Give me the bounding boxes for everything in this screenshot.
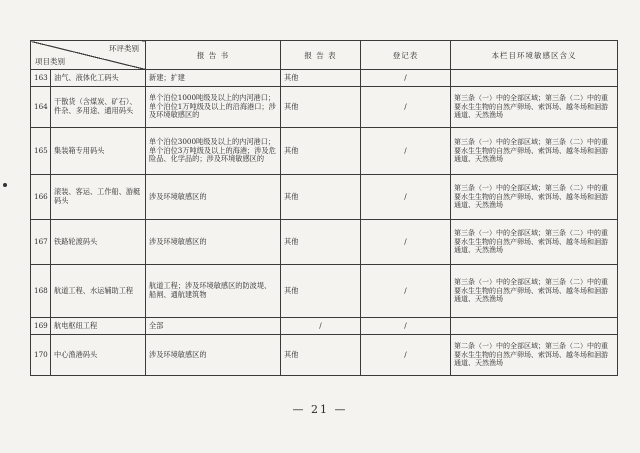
margin-dot: [3, 183, 7, 187]
row-number: 167: [31, 220, 51, 265]
table-header-row: [31, 41, 618, 70]
report-form-criteria: 其他: [281, 335, 361, 376]
header-report-book: 报 告 书: [146, 41, 281, 70]
header-sensitive-area: 本栏目环境敏感区含义: [451, 41, 618, 70]
report-book-criteria: 涉及环境敏感区的: [146, 175, 281, 220]
report-form-criteria: 其他: [281, 128, 361, 175]
row-number: 168: [31, 265, 51, 318]
project-name: 航电枢纽工程: [51, 318, 146, 335]
registration-criteria: /: [361, 128, 451, 175]
table-row: [31, 128, 618, 175]
row-number: 166: [31, 175, 51, 220]
table-row: [31, 220, 618, 265]
project-name: 中心渔港码头: [51, 335, 146, 376]
registration-criteria: /: [361, 265, 451, 318]
sensitive-area-meaning: 第三条（一）中的全部区域；第三条（二）中的重要水生生物的自然产卵场、索饵场、越冬场和洄游通道、天然渔场: [451, 128, 618, 175]
header-project-category: 项目类别: [35, 57, 65, 66]
project-name: 滚装、客运、工作船、游艇码头: [51, 175, 146, 220]
project-name: 油气、液体化工码头: [51, 70, 146, 87]
report-book-criteria: 单个泊位1000吨级及以上的内河港口；单个泊位1万吨级及以上的沿海港口；涉及环境敏感区的: [146, 87, 281, 128]
page-number: — 21 —: [292, 403, 348, 416]
registration-criteria: /: [361, 220, 451, 265]
table-row: [31, 318, 618, 335]
sensitive-area-meaning: 第三条（一）中的全部区域；第三条（二）中的重要水生生物的自然产卵场、索饵场、越冬场和洄游通道、天然渔场: [451, 265, 618, 318]
row-number: 164: [31, 87, 51, 128]
header-report-form: 报 告 表: [281, 41, 361, 70]
report-book-criteria: 全部: [146, 318, 281, 335]
report-book-criteria: 航道工程；涉及环境敏感区的防波堤、船闸、通航建筑物: [146, 265, 281, 318]
row-number: 169: [31, 318, 51, 335]
project-name: 干散货（含煤炭、矿石）、件杂、多用途、通用码头: [51, 87, 146, 128]
table-row: [31, 70, 618, 87]
report-form-criteria: 其他: [281, 70, 361, 87]
registration-criteria: /: [361, 335, 451, 376]
row-number: 163: [31, 70, 51, 87]
project-name: 航道工程、水运辅助工程: [51, 265, 146, 318]
report-form-criteria: /: [281, 318, 361, 335]
sensitive-area-meaning: [451, 318, 618, 335]
header-registration: 登记表: [361, 41, 451, 70]
report-book-criteria: 新建；扩建: [146, 70, 281, 87]
row-number: 165: [31, 128, 51, 175]
diagonal-header-cell: [31, 41, 146, 70]
project-name: 集装箱专用码头: [51, 128, 146, 175]
registration-criteria: /: [361, 175, 451, 220]
report-book-criteria: 涉及环境敏感区的: [146, 335, 281, 376]
sensitive-area-meaning: 第三条（一）中的全部区域；第三条（二）中的重要水生生物的自然产卵场、索饵场、越冬场和洄游通道、天然渔场: [451, 87, 618, 128]
sensitive-area-meaning: 第三条（一）中的全部区域；第三条（二）中的重要水生生物的自然产卵场、索饵场、越冬场和洄游通道、天然渔场: [451, 175, 618, 220]
report-form-criteria: 其他: [281, 265, 361, 318]
registration-criteria: /: [361, 87, 451, 128]
registration-criteria: /: [361, 318, 451, 335]
sensitive-area-meaning: 第三条（一）中的全部区域；第三条（二）中的重要水生生物的自然产卵场、索饵场、越冬场和洄游通道、天然渔场: [451, 220, 618, 265]
sensitive-area-meaning: [451, 70, 618, 87]
report-form-criteria: 其他: [281, 220, 361, 265]
registration-criteria: /: [361, 70, 451, 87]
row-number: 170: [31, 335, 51, 376]
header-eia-category: 环评类别: [109, 44, 139, 53]
table-row: [31, 175, 618, 220]
table-row: [31, 87, 618, 128]
table-row: [31, 335, 618, 376]
report-book-criteria: 涉及环境敏感区的: [146, 220, 281, 265]
report-form-criteria: 其他: [281, 87, 361, 128]
sensitive-area-meaning: 第二条（一）中的全部区域；第三条（二）中的重要水生生物的自然产卵场、索饵场、越冬场和洄游通道、天然渔场: [451, 335, 618, 376]
report-book-criteria: 单个泊位3000吨级及以上的内河港口；单个泊位3万吨级及以上的海港；涉及危险品、化学品的；涉及环境敏感区的: [146, 128, 281, 175]
table-row: [31, 265, 618, 318]
eia-classification-table: [30, 40, 618, 376]
project-name: 铁路轮渡码头: [51, 220, 146, 265]
report-form-criteria: 其他: [281, 175, 361, 220]
